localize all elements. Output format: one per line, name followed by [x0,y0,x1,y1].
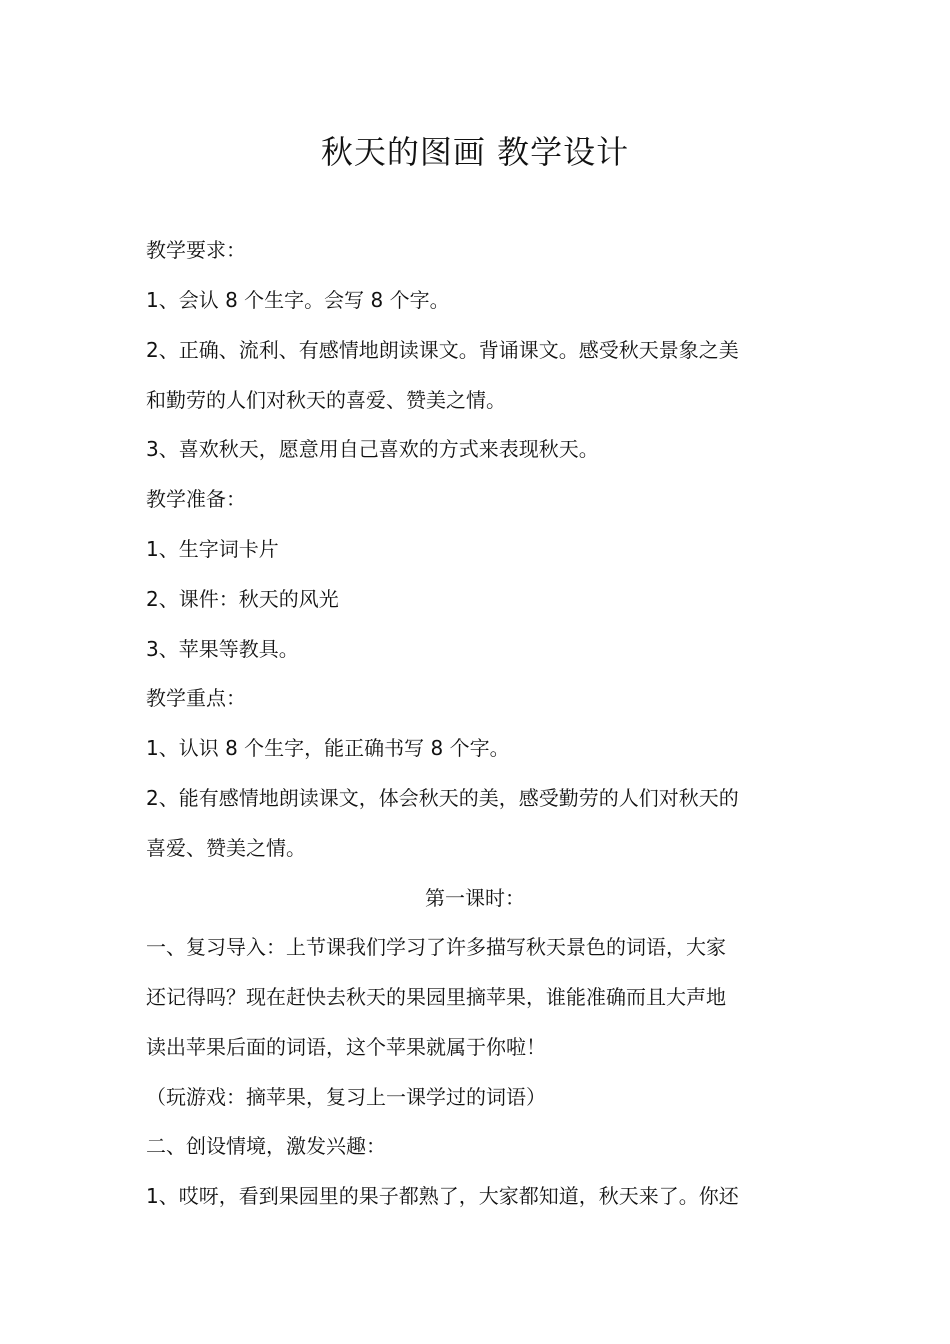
heading-teaching-preparation: 教学准备： [146,487,246,511]
heading-teaching-focus: 教学重点： [146,686,246,710]
paragraph-line: 和勤劳的人们对秋天的喜爱、赞美之情。 [146,388,506,412]
paragraph-line: 还记得吗？现在赶快去秋天的果园里摘苹果，谁能准确而且大声地 [146,985,726,1009]
paragraph-line: 2、正确、流利、有感情地朗读课文。背诵课文。感受秋天景象之美 [146,338,739,362]
paragraph-line: 1、生字词卡片 [146,537,279,561]
paragraph-line: 二、创设情境，激发兴趣： [146,1134,386,1158]
paragraph-line: 1、认识 8 个生字，能正确书写 8 个字。 [146,736,510,760]
paragraph-line: 喜爱、赞美之情。 [146,836,306,860]
paragraph-line: 2、能有感情地朗读课文，体会秋天的美，感受勤劳的人们对秋天的 [146,786,739,810]
document-title: 秋天的图画 教学设计 [320,133,630,171]
paragraph-line: 1、哎呀，看到果园里的果子都熟了，大家都知道，秋天来了。你还 [146,1184,739,1208]
paragraph-line: （玩游戏：摘苹果，复习上一课学过的词语） [146,1085,546,1109]
paragraph-line: 2、课件：秋天的风光 [146,587,339,611]
paragraph-line: 一、复习导入：上节课我们学习了许多描写秋天景色的词语，大家 [146,935,726,959]
paragraph-line: 读出苹果后面的词语，这个苹果就属于你啦！ [146,1035,546,1059]
paragraph-line: 3、苹果等教具。 [146,637,299,661]
heading-teaching-requirements: 教学要求： [146,238,246,262]
paragraph-line: 3、喜欢秋天，愿意用自己喜欢的方式来表现秋天。 [146,437,599,461]
paragraph-line: 1、会认 8 个生字。会写 8 个字。 [146,288,450,312]
section-heading-first-lesson: 第一课时： [425,886,525,910]
